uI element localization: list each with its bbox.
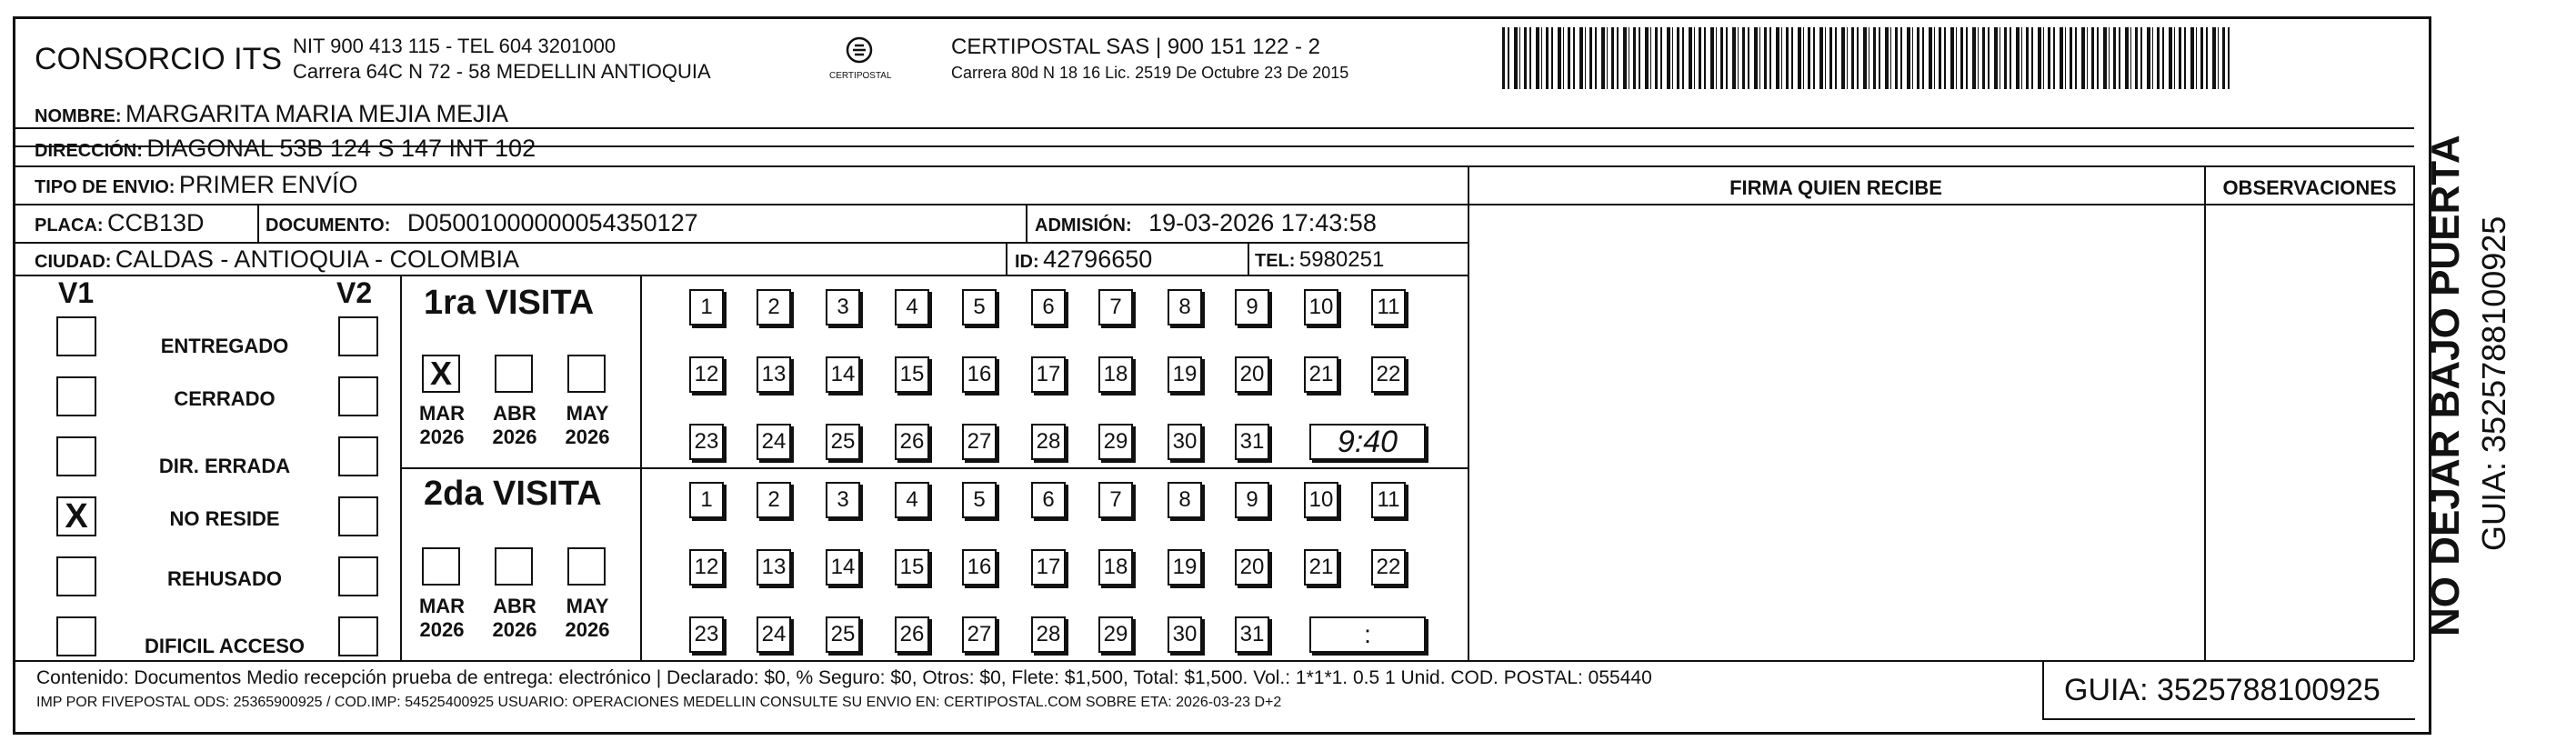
documento-value: D05001000000054350127 <box>406 209 698 236</box>
day-box[interactable]: 14 <box>826 356 860 393</box>
day-box[interactable]: 19 <box>1168 356 1202 393</box>
day-box[interactable]: 8 <box>1168 482 1202 518</box>
v2-checkbox[interactable] <box>338 496 378 536</box>
status-label: ENTREGADO <box>160 335 289 357</box>
nit-line: NIT 900 413 115 - TEL 604 3201000 <box>293 35 616 57</box>
day-box[interactable]: 29 <box>1098 424 1133 460</box>
month-checkbox[interactable] <box>495 355 533 393</box>
month-label <box>487 595 542 642</box>
day-box[interactable]: 24 <box>757 616 791 653</box>
day-box[interactable]: 18 <box>1098 356 1133 393</box>
month-year: 2026 <box>492 426 537 448</box>
status-label: DIFICIL ACCESO <box>144 635 305 657</box>
admision-label: ADMISIÓN: <box>1035 215 1132 235</box>
month-name: MAY <box>566 402 609 425</box>
divider <box>2413 165 2415 660</box>
day-box[interactable]: 25 <box>826 616 860 653</box>
v2-label: V2 <box>336 276 373 309</box>
divider <box>640 275 642 660</box>
month-checkbox[interactable] <box>567 355 606 393</box>
direccion-value: DIAGONAL 53B 124 S 147 INT 102 <box>146 135 536 162</box>
day-box[interactable]: 30 <box>1168 424 1202 460</box>
day-box[interactable]: 23 <box>689 616 724 653</box>
v2-checkbox[interactable] <box>338 316 378 356</box>
divider <box>15 275 1468 276</box>
v2-checkbox[interactable] <box>338 556 378 596</box>
month-label <box>560 595 615 642</box>
day-box[interactable]: 25 <box>826 424 860 460</box>
day-box[interactable]: 7 <box>1098 482 1133 518</box>
day-box[interactable]: 21 <box>1304 549 1338 586</box>
time-box[interactable]: 9:40 <box>1309 424 1426 460</box>
divider <box>1006 242 1007 275</box>
day-box[interactable]: 10 <box>1304 482 1338 518</box>
placa-label: PLACA: <box>35 215 104 235</box>
v1-checkbox[interactable] <box>56 556 96 596</box>
month-year: 2026 <box>565 426 610 448</box>
day-box[interactable]: 20 <box>1235 356 1269 393</box>
month-year: 2026 <box>419 426 465 448</box>
day-box[interactable]: 13 <box>757 549 791 586</box>
divider <box>15 204 2414 205</box>
day-box[interactable]: 22 <box>1371 356 1406 393</box>
status-label: NO RESIDE <box>169 507 280 530</box>
day-box[interactable]: 17 <box>1031 549 1066 586</box>
day-box[interactable]: 29 <box>1098 616 1133 653</box>
divider <box>2204 165 2206 660</box>
documento-row <box>266 209 698 237</box>
month-checkbox[interactable] <box>422 547 460 586</box>
day-box[interactable]: 12 <box>689 549 724 586</box>
v1-checkbox[interactable] <box>56 316 96 356</box>
day-box[interactable]: 14 <box>826 549 860 586</box>
tel-value: 5980251 <box>1298 247 1385 272</box>
status-label: DIR. ERRADA <box>158 455 291 477</box>
divider <box>257 204 259 242</box>
company-name: CONSORCIO ITS <box>35 42 283 76</box>
divider <box>15 660 2414 662</box>
month-label <box>487 402 542 449</box>
day-box[interactable]: 15 <box>895 356 929 393</box>
month-checkbox[interactable] <box>422 355 460 393</box>
visit2-title: 2da VISITA <box>424 475 602 513</box>
divider <box>15 242 1468 244</box>
day-box[interactable]: 3 <box>826 289 860 325</box>
observaciones-header: OBSERVACIONES <box>2222 176 2397 199</box>
tel-row <box>1255 247 1384 273</box>
footer-contenido: Contenido: Documentos Medio recepción prueba de entrega: electrónico | Declarado: $0, % Seguro: $0, Otros: $0, Flete: $1,500, Total: $1,500. Vol.: 1*1*1. 0.5 1 Unid. COD. POSTAL: 055440 <box>36 667 1652 688</box>
day-box[interactable]: 11 <box>1371 289 1406 325</box>
day-box[interactable]: 21 <box>1304 356 1338 393</box>
id-label: ID: <box>1015 252 1039 272</box>
ciudad-row <box>35 245 519 274</box>
ciudad-value: CALDAS - ANTIOQUIA - COLOMBIA <box>115 245 519 273</box>
divider <box>15 165 2414 167</box>
v1-checkbox[interactable] <box>56 496 96 536</box>
divider <box>2042 660 2044 720</box>
day-box[interactable]: 23 <box>689 424 724 460</box>
month-checkbox[interactable] <box>567 547 606 586</box>
logo-caption: CERTIPOSTAL <box>829 71 892 81</box>
v1-check-mark: X <box>65 497 88 536</box>
month-year: 2026 <box>492 618 537 641</box>
month-name: MAR <box>418 402 466 425</box>
direccion-label: DIRECCIÓN: <box>35 141 143 161</box>
day-box[interactable]: 12 <box>689 356 724 393</box>
day-box[interactable]: 13 <box>757 356 791 393</box>
month-check-mark: X <box>429 355 452 392</box>
day-box[interactable]: 8 <box>1168 289 1202 325</box>
placa-row <box>35 209 205 237</box>
day-box[interactable]: 28 <box>1031 424 1066 460</box>
status-label: REHUSADO <box>167 567 282 590</box>
direccion-row <box>35 135 536 163</box>
day-box[interactable]: 11 <box>1371 482 1406 518</box>
placa-value: CCB13D <box>107 209 205 236</box>
day-box[interactable]: 4 <box>895 482 929 518</box>
certipostal-line: CERTIPOSTAL SAS | 900 151 122 - 2 <box>951 35 1320 59</box>
day-box[interactable]: 4 <box>895 289 929 325</box>
id-row <box>1015 245 1152 274</box>
day-box[interactable]: 24 <box>757 424 791 460</box>
divider <box>1026 204 1027 242</box>
divider <box>2042 718 2415 720</box>
day-box[interactable]: 28 <box>1031 616 1066 653</box>
month-name: ABR <box>493 402 536 425</box>
side-guia: GUIA: 3525788100925 <box>2475 215 2512 551</box>
tipo-label: TIPO DE ENVIO: <box>35 177 175 197</box>
v1-label: V1 <box>58 276 95 309</box>
day-box[interactable]: 9 <box>1235 289 1269 325</box>
day-box[interactable]: 17 <box>1031 356 1066 393</box>
nombre-row <box>35 100 508 128</box>
day-box[interactable]: 3 <box>826 482 860 518</box>
day-box[interactable]: 2 <box>757 289 791 325</box>
day-box[interactable]: 18 <box>1098 549 1133 586</box>
tipo-value: PRIMER ENVÍO <box>178 171 358 198</box>
v1-checkbox[interactable] <box>56 616 96 656</box>
day-box[interactable]: 1 <box>689 289 724 325</box>
tipo-row <box>35 171 357 199</box>
day-box[interactable]: 15 <box>895 549 929 586</box>
nombre-value: MARGARITA MARIA MEJIA MEJIA <box>125 100 509 127</box>
day-box[interactable]: 5 <box>962 289 997 325</box>
day-box[interactable]: 31 <box>1235 616 1269 653</box>
id-value: 42796650 <box>1043 245 1153 273</box>
day-box[interactable]: 22 <box>1371 549 1406 586</box>
month-checkbox[interactable] <box>495 547 533 586</box>
time-box[interactable]: : <box>1309 616 1426 653</box>
day-box[interactable]: 19 <box>1168 549 1202 586</box>
day-box[interactable]: 7 <box>1098 289 1133 325</box>
day-box[interactable]: 20 <box>1235 549 1269 586</box>
divider <box>1468 165 1469 660</box>
admision-row <box>1035 209 1377 237</box>
v1-checkbox[interactable] <box>56 376 96 416</box>
divider <box>400 467 1468 469</box>
footer-imp: IMP POR FIVEPOSTAL ODS: 25365900925 / COD.IMP: 54525400925 USUARIO: OPERACIONES MEDELLIN CONSULTE SU ENVIO EN: CERTIPOSTAL.COM SOBRE ETA: 2026-03-23 D+2 <box>36 695 1282 710</box>
day-box[interactable]: 10 <box>1304 289 1338 325</box>
admision-value: 19-03-2026 17:43:58 <box>1148 209 1377 236</box>
day-box[interactable]: 26 <box>895 424 929 460</box>
day-box[interactable]: 30 <box>1168 616 1202 653</box>
day-box[interactable]: 6 <box>1031 289 1066 325</box>
day-box[interactable]: 5 <box>962 482 997 518</box>
month-name: MAY <box>566 595 609 617</box>
divider <box>400 275 402 660</box>
side-warning: NO DEJAR BAJO PUERTA <box>2423 135 2468 636</box>
firma-header: FIRMA QUIEN RECIBE <box>1729 176 1942 199</box>
visit1-title: 1ra VISITA <box>424 284 595 322</box>
v1-checkbox[interactable] <box>56 436 96 476</box>
day-box[interactable]: 6 <box>1031 482 1066 518</box>
month-year: 2026 <box>565 618 610 641</box>
certipostal-address: Carrera 80d N 18 16 Lic. 2519 De Octubre 23 De 2015 <box>951 64 1349 82</box>
status-label: CERRADO <box>174 387 276 410</box>
tel-label: TEL: <box>1255 251 1296 271</box>
v2-checkbox[interactable] <box>338 436 378 476</box>
nombre-label: NOMBRE: <box>35 106 122 126</box>
day-box[interactable]: 27 <box>962 616 997 653</box>
day-box[interactable]: 9 <box>1235 482 1269 518</box>
month-year: 2026 <box>419 618 465 641</box>
day-box[interactable]: 31 <box>1235 424 1269 460</box>
documento-label: DOCUMENTO: <box>266 215 391 235</box>
day-box[interactable]: 16 <box>962 549 997 586</box>
day-box[interactable]: 27 <box>962 424 997 460</box>
month-name: MAR <box>418 595 466 617</box>
v2-checkbox[interactable] <box>338 376 378 416</box>
v2-checkbox[interactable] <box>338 616 378 656</box>
divider <box>1248 242 1249 275</box>
day-box[interactable]: 26 <box>895 616 929 653</box>
footer-guia: GUIA: 3525788100925 <box>2064 673 2381 707</box>
day-box[interactable]: 16 <box>962 356 997 393</box>
company-address: Carrera 64C N 72 - 58 MEDELLIN ANTIOQUIA <box>293 60 711 83</box>
ciudad-label: CIUDAD: <box>35 252 112 272</box>
month-label <box>560 402 615 449</box>
month-name: ABR <box>493 595 536 617</box>
month-label <box>415 402 469 449</box>
day-box[interactable]: 1 <box>689 482 724 518</box>
month-label <box>415 595 469 642</box>
day-box[interactable]: 2 <box>757 482 791 518</box>
